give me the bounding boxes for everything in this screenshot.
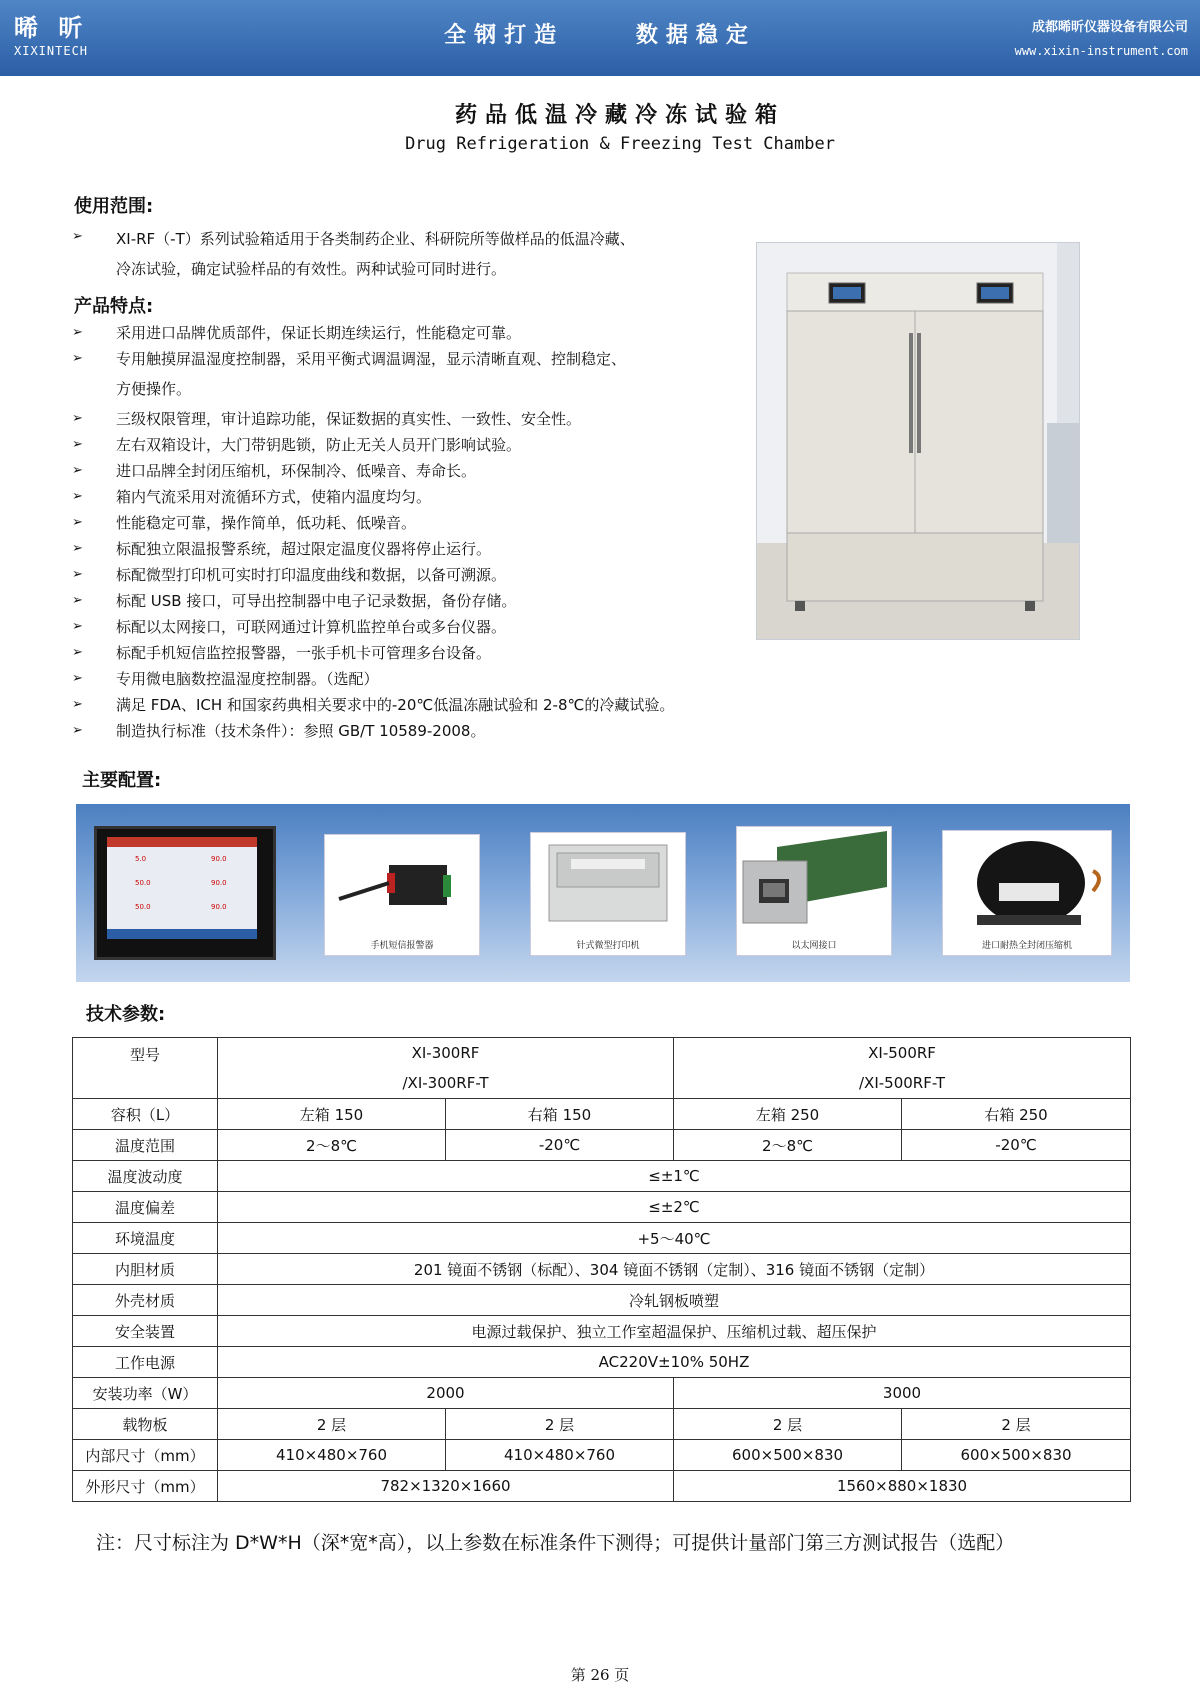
table-row xyxy=(73,1161,1131,1192)
list-item: ➢ 专用触摸屏温湿度控制器，采用平衡式调温调湿，显示清晰直观、控制稳定、 方便操作。 xyxy=(72,346,674,406)
features-list xyxy=(72,320,674,744)
list-item: ➢ 标配微型打印机可实时打印温度曲线和数据，以备可溯源。 xyxy=(72,562,674,588)
arrow-bullet-icon: ➢ xyxy=(72,325,83,340)
website-link[interactable]: www.xixin-instrument.com xyxy=(1014,44,1188,58)
table-cell: 左箱 150 xyxy=(218,1099,446,1130)
table-cell: 2000 xyxy=(218,1378,674,1409)
table-cell: 3000 xyxy=(674,1378,1131,1409)
features-heading: 产品特点: xyxy=(74,296,154,317)
table-cell: 右箱 150 xyxy=(446,1099,674,1130)
sms-alarm-image xyxy=(324,834,480,956)
list-item: ➢ 性能稳定可靠，操作简单，低功耗、低噪音。 xyxy=(72,510,674,536)
list-item: ➢ 标配手机短信监控报警器，一张手机卡可管理多台设备。 xyxy=(72,640,674,666)
table-row xyxy=(73,1192,1131,1223)
arrow-bullet-icon: ➢ xyxy=(72,697,83,712)
config-gallery xyxy=(76,804,1130,982)
table-row xyxy=(73,1316,1131,1347)
arrow-bullet-icon: ➢ xyxy=(72,229,83,244)
table-row xyxy=(73,1378,1131,1409)
arrow-bullet-icon: ➢ xyxy=(72,541,83,556)
product-photo xyxy=(756,242,1080,640)
footnote: 注：尺寸标注为 D*W*H（深*宽*高），以上参数在标准条件下测得；可提供计量部门第三方测试报告（选配） xyxy=(96,1532,1015,1554)
table-cell: -20℃ xyxy=(902,1130,1131,1161)
list-item: ➢ 标配以太网接口，可联网通过计算机监控单台或多台仪器。 xyxy=(72,614,674,640)
table-row xyxy=(73,1440,1131,1471)
printer-icon xyxy=(531,833,685,933)
touchscreen-controller-image xyxy=(94,826,276,960)
table-cell: 600×500×830 xyxy=(902,1440,1131,1471)
table-cell: 2 层 xyxy=(446,1409,674,1440)
list-item: ➢ 进口品牌全封闭压缩机，环保制冷、低噪音、寿命长。 xyxy=(72,458,674,484)
row-label: 内部尺寸（mm） xyxy=(73,1440,218,1471)
brand-name-en: XIXINTECH xyxy=(14,44,89,58)
list-item: ➢ 三级权限管理，审计追踪功能，保证数据的真实性、一致性、安全性。 xyxy=(72,406,674,432)
row-label: 安装功率（W） xyxy=(73,1378,218,1409)
table-row xyxy=(73,1409,1131,1440)
arrow-bullet-icon: ➢ xyxy=(72,619,83,634)
table-cell: 1560×880×1830 xyxy=(674,1471,1131,1502)
row-label: 安全装置 xyxy=(73,1316,218,1347)
table-row xyxy=(73,1068,1131,1099)
arrow-bullet-icon: ➢ xyxy=(72,723,83,738)
table-cell: XI-300RF xyxy=(218,1038,674,1069)
row-label: 内胆材质 xyxy=(73,1254,218,1285)
sms-alarm-caption: 手机短信报警器 xyxy=(370,941,434,951)
table-cell: 600×500×830 xyxy=(674,1440,902,1471)
arrow-bullet-icon: ➢ xyxy=(72,437,83,452)
row-label: 温度范围 xyxy=(73,1130,218,1161)
row-label: 工作电源 xyxy=(73,1347,218,1378)
table-cell: 410×480×760 xyxy=(218,1440,446,1471)
table-cell: +5～40℃ xyxy=(218,1223,1131,1254)
table-cell: 2 层 xyxy=(674,1409,902,1440)
table-row xyxy=(73,1130,1131,1161)
screen-value: 90.0 xyxy=(211,879,227,887)
row-label: 外形尺寸（mm） xyxy=(73,1471,218,1502)
table-row xyxy=(73,1254,1131,1285)
table-cell: 冷轧钢板喷塑 xyxy=(218,1285,1131,1316)
table-cell: XI-500RF xyxy=(674,1038,1131,1069)
screen-value: 50.0 xyxy=(135,879,151,887)
list-item: ➢ 箱内气流采用对流循环方式，使箱内温度均匀。 xyxy=(72,484,674,510)
table-cell: 410×480×760 xyxy=(446,1440,674,1471)
row-label: 外壳材质 xyxy=(73,1285,218,1316)
ethernet-card-icon xyxy=(737,827,891,935)
ethernet-caption: 以太网接口 xyxy=(791,941,837,951)
list-item: ➢ 标配独立限温报警系统，超过限定温度仪器将停止运行。 xyxy=(72,536,674,562)
table-cell: ≤±1℃ xyxy=(218,1161,1131,1192)
table-row xyxy=(73,1347,1131,1378)
table-row xyxy=(73,1099,1131,1130)
company-name: 成都晞昕仪器设备有限公司 xyxy=(1031,20,1188,35)
table-cell: 左箱 250 xyxy=(674,1099,902,1130)
table-row xyxy=(73,1038,1131,1069)
table-cell: 电源过载保护、独立工作室超温保护、压缩机过载、超压保护 xyxy=(218,1316,1131,1347)
specs-heading: 技术参数: xyxy=(86,1004,166,1025)
table-cell: 2～8℃ xyxy=(218,1130,446,1161)
row-label: 环境温度 xyxy=(73,1223,218,1254)
test-chamber-image xyxy=(757,243,1079,639)
table-cell: ≤±2℃ xyxy=(218,1192,1131,1223)
table-row xyxy=(73,1471,1131,1502)
table-cell: 2 层 xyxy=(902,1409,1131,1440)
list-item: ➢ 满足 FDA、ICH 和国家药典相关要求中的-20℃低温冻融试验和 2-8℃的冷藏试验。 xyxy=(72,692,674,718)
table-row xyxy=(73,1285,1131,1316)
screen-value: 90.0 xyxy=(211,903,227,911)
row-label: 温度偏差 xyxy=(73,1192,218,1223)
brand-name-cn: 晞 昕 xyxy=(14,14,89,42)
table-cell: -20℃ xyxy=(446,1130,674,1161)
table-cell: 201 镜面不锈钢（标配）、304 镜面不锈钢（定制）、316 镜面不锈钢（定制） xyxy=(218,1254,1131,1285)
printer-image xyxy=(530,832,686,956)
page-number: 第 26 页 xyxy=(570,1666,630,1684)
arrow-bullet-icon: ➢ xyxy=(72,463,83,478)
arrow-bullet-icon: ➢ xyxy=(72,671,83,686)
list-item: ➢ 采用进口品牌优质部件，保证长期连续运行，性能稳定可靠。 xyxy=(72,320,674,346)
compressor-image xyxy=(942,830,1112,956)
list-item: ➢ 制造执行标准（技术条件）：参照 GB/T 10589-2008。 xyxy=(72,718,674,744)
table-cell: 782×1320×1660 xyxy=(218,1471,674,1502)
sms-alarm-icon xyxy=(325,835,479,935)
row-label: 温度波动度 xyxy=(73,1161,218,1192)
table-cell: AC220V±10% 50HZ xyxy=(218,1347,1131,1378)
arrow-bullet-icon: ➢ xyxy=(72,351,83,366)
list-item: ➢ 左右双箱设计，大门带钥匙锁，防止无关人员开门影响试验。 xyxy=(72,432,674,458)
page-header xyxy=(0,0,1200,76)
table-cell: 右箱 250 xyxy=(902,1099,1131,1130)
slogan-steel: 全钢打造 xyxy=(444,23,565,48)
config-heading: 主要配置: xyxy=(82,770,162,791)
screen-value: 90.0 xyxy=(211,855,227,863)
page-title: 药品低温冷藏冷冻试验箱 xyxy=(454,103,785,128)
slogan-data: 数据稳定 xyxy=(635,23,756,48)
table-cell: 2～8℃ xyxy=(674,1130,902,1161)
table-cell: /XI-300RF-T xyxy=(218,1068,674,1099)
screen-value: 5.0 xyxy=(135,855,147,863)
row-label: 载物板 xyxy=(73,1409,218,1440)
list-item: ➢ 标配 USB 接口，可导出控制器中电子记录数据，备份存储。 xyxy=(72,588,674,614)
arrow-bullet-icon: ➢ xyxy=(72,567,83,582)
arrow-bullet-icon: ➢ xyxy=(72,411,83,426)
compressor-icon xyxy=(943,831,1111,935)
list-item: ➢ XI-RF（-T）系列试验箱适用于各类制药企业、科研院所等做样品的低温冷藏、 冷冻试验，确定试验样品的有效性。两种试验可同时进行。 xyxy=(72,224,635,284)
screen-value: 50.0 xyxy=(135,903,151,911)
arrow-bullet-icon: ➢ xyxy=(72,593,83,608)
usage-list xyxy=(72,224,635,284)
page-subtitle: Drug Refrigeration & Freezing Test Chamber xyxy=(405,134,835,154)
arrow-bullet-icon: ➢ xyxy=(72,515,83,530)
row-label: 型号 xyxy=(73,1038,218,1099)
table-cell: 2 层 xyxy=(218,1409,446,1440)
table-row xyxy=(73,1223,1131,1254)
usage-heading: 使用范围: xyxy=(74,196,154,217)
compressor-caption: 进口耐热全封闭压缩机 xyxy=(981,941,1072,951)
spec-table xyxy=(72,1037,1131,1502)
arrow-bullet-icon: ➢ xyxy=(72,489,83,504)
ethernet-card-image xyxy=(736,826,892,956)
printer-caption: 针式微型打印机 xyxy=(576,941,640,951)
arrow-bullet-icon: ➢ xyxy=(72,645,83,660)
table-cell: /XI-500RF-T xyxy=(674,1068,1131,1099)
list-item: ➢ 专用微电脑数控温湿度控制器。（选配） xyxy=(72,666,674,692)
row-label: 容积（L） xyxy=(73,1099,218,1130)
